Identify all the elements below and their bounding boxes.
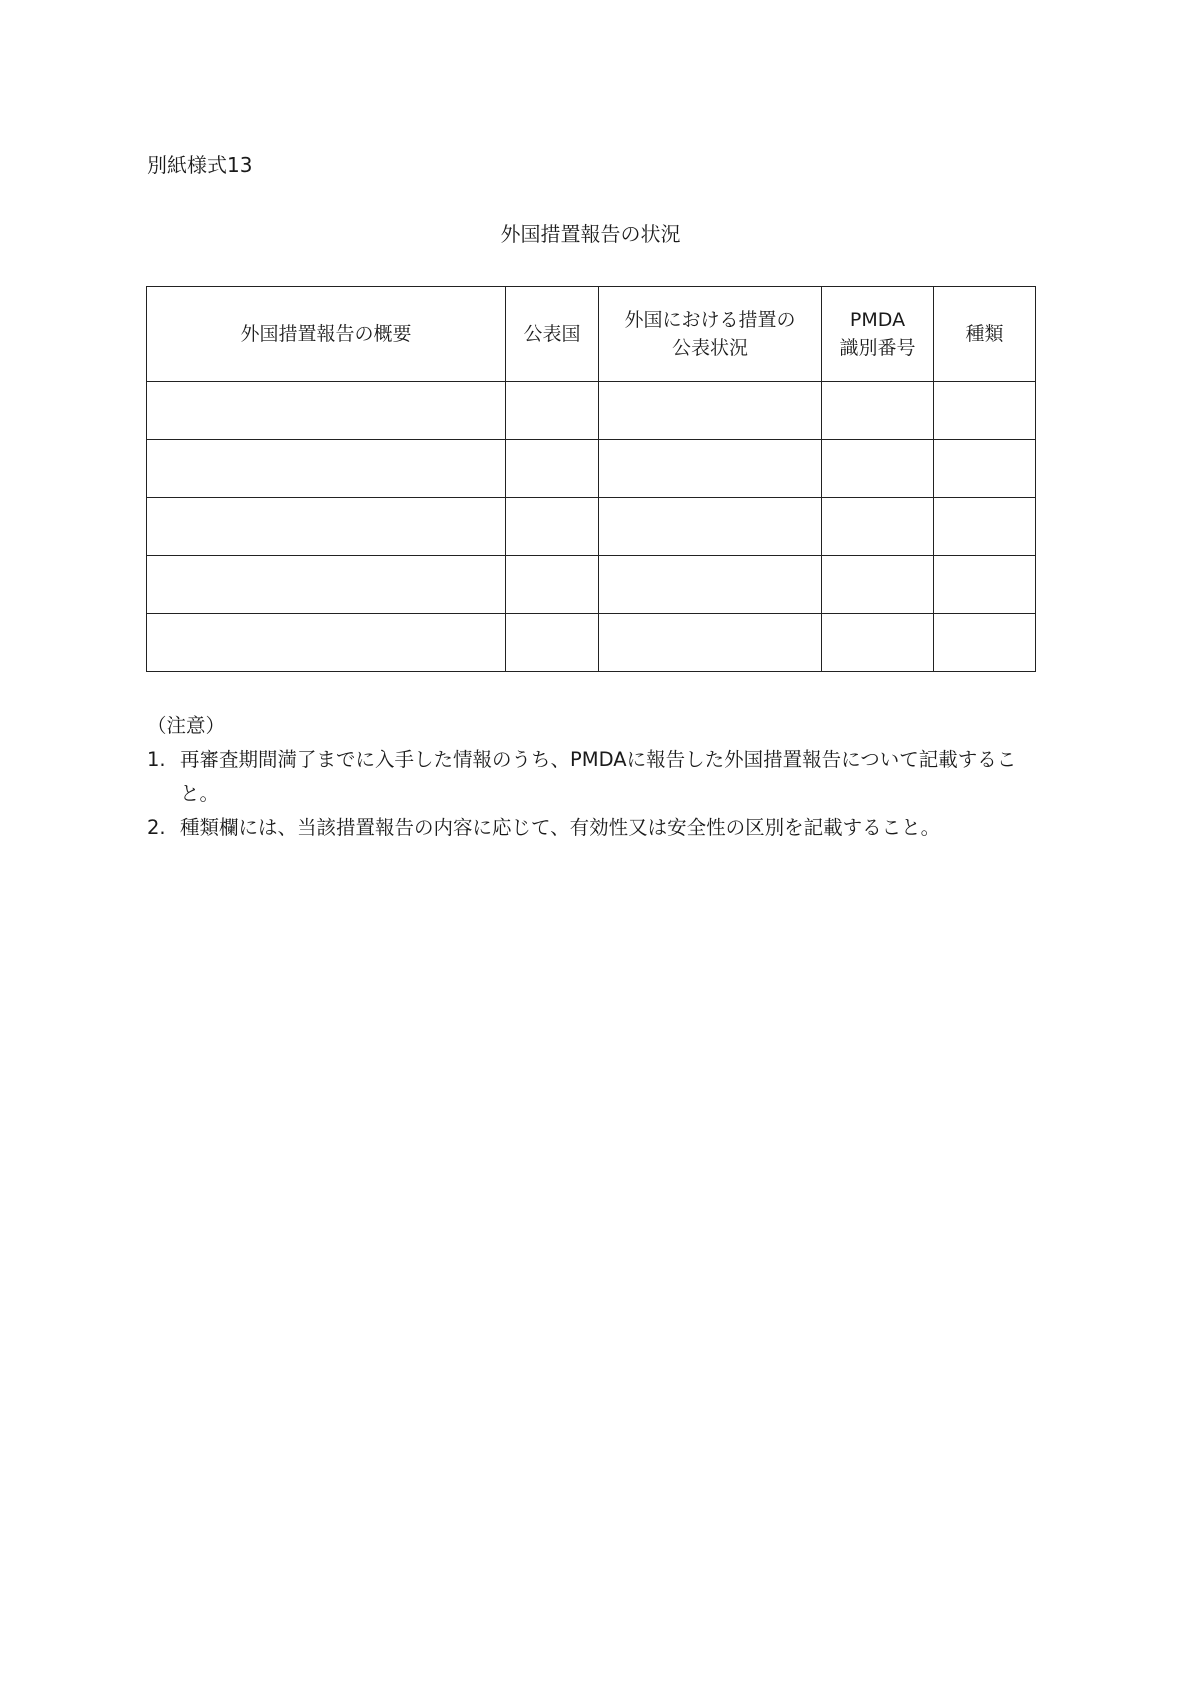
table-row	[147, 614, 1036, 672]
notes-heading: （注意）	[147, 714, 226, 737]
table-header-row	[147, 287, 1036, 382]
table-cell[interactable]	[147, 556, 506, 614]
table-cell[interactable]	[934, 440, 1036, 498]
table-cell[interactable]	[506, 440, 599, 498]
table-cell[interactable]	[822, 556, 934, 614]
table-cell[interactable]	[506, 556, 599, 614]
note-text: 再審査期間満了までに入手した情報のうち、PMDAに報告した外国措置報告について記載すること。	[180, 748, 1017, 805]
note-item	[147, 811, 1037, 845]
table-row	[147, 382, 1036, 440]
table-cell[interactable]	[147, 614, 506, 672]
table-cell[interactable]	[147, 440, 506, 498]
document-title: 外国措置報告の状況	[500, 222, 681, 246]
table-cell[interactable]	[822, 440, 934, 498]
table-cell[interactable]	[934, 382, 1036, 440]
table-cell[interactable]	[147, 382, 506, 440]
header-publication-status: 外国における措置の 公表状況	[599, 287, 822, 382]
table-cell[interactable]	[506, 382, 599, 440]
header-report-summary: 外国措置報告の概要	[147, 287, 506, 382]
table-cell[interactable]	[599, 556, 822, 614]
table-cell[interactable]	[934, 556, 1036, 614]
note-text: 種類欄には、当該措置報告の内容に応じて、有効性又は安全性の区別を記載すること。	[180, 816, 941, 839]
table-cell[interactable]	[822, 382, 934, 440]
header-pmda-id: PMDA 識別番号	[822, 287, 934, 382]
header-type: 種類	[934, 287, 1036, 382]
table-cell[interactable]	[934, 614, 1036, 672]
table-cell[interactable]	[822, 614, 934, 672]
table-cell[interactable]	[506, 614, 599, 672]
table-cell[interactable]	[934, 498, 1036, 556]
table-cell[interactable]	[147, 498, 506, 556]
table-row	[147, 556, 1036, 614]
table-row	[147, 498, 1036, 556]
table-cell[interactable]	[599, 440, 822, 498]
form-number: 別紙様式13	[147, 153, 253, 177]
header-publishing-country: 公表国	[506, 287, 599, 382]
table-cell[interactable]	[822, 498, 934, 556]
notes-section	[147, 709, 1037, 845]
table-cell[interactable]	[599, 382, 822, 440]
table-row	[147, 440, 1036, 498]
table-cell[interactable]	[506, 498, 599, 556]
foreign-measure-report-table	[146, 286, 1036, 672]
table-cell[interactable]	[599, 498, 822, 556]
note-item	[147, 743, 1037, 811]
table-cell[interactable]	[599, 614, 822, 672]
note-number: 1.	[147, 748, 166, 771]
note-number: 2.	[147, 816, 166, 839]
